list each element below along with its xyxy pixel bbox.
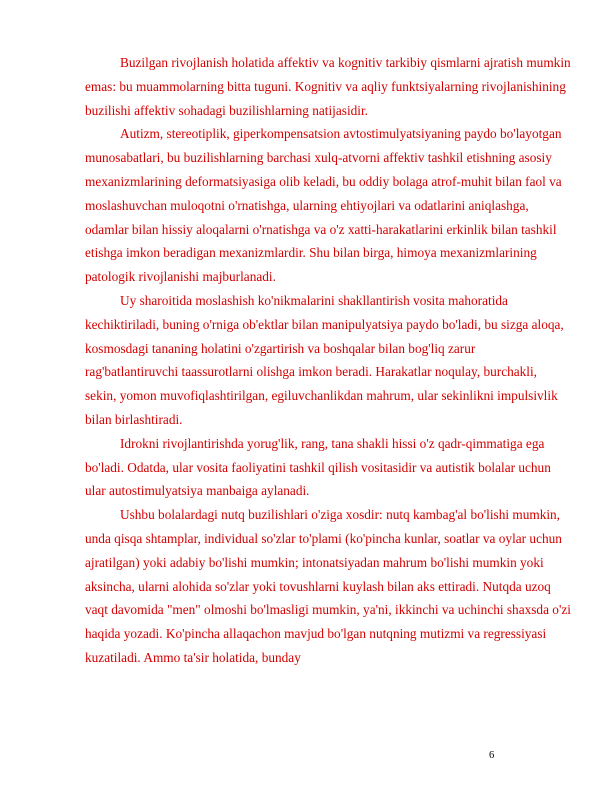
document-body [85, 51, 571, 670]
paragraph-4: Idrokni rivojlantirishda yorug'lik, rang, tana shakli hissi o'z qadr-qimmatiga ega bo'ladi. Odatda, ular vosita faoliyatini tashkil qilish vositasidir va autistik bolalar uchun ular autostimulyatsiya manbaiga aylanadi. [85, 435, 551, 499]
paragraph-5: Ushbu bolalardagi nutq buzilishlari o'ziga xosdir: nutq kambag'al bo'lishi mumkin, unda qisqa shtamplar, individual so'zlar to'plami (ko'pincha kunlar, soatlar va oylar uchun ajratilgan) yoki adabiy bo'lishi mumkin; intonatsiyadan mahrum bo'lishi mumkin yoki aksincha, ularni alohida so'zlar yoki tovushlarni kuylash bilan aks ettiradi. Nutqda uzoq vaqt davomida "men" olmoshi bo'lmasligi mumkin, ya'ni, ikkinchi va uchinchi shaxsda o'zi haqida yozadi. Ko'pincha allaqachon mavjud bo'lgan nutqning mutizmi va regressiyasi kuzatiladi. Ammo ta'sir holatida, bunday [85, 507, 571, 665]
paragraph-1: Buzilgan rivojlanish holatida affektiv va kognitiv tarkibiy qismlarni ajratish mumkin emas: bu muammolarning bitta tuguni. Kognitiv va aqliy funktsiyalarning rivojlanishining buzilishi affektiv sohadagi buzilishlarning natijasidir. [85, 55, 571, 118]
paragraph-2: Autizm, stereotiplik, giperkompensatsion avtostimulyatsiyaning paydo bo'layotgan munosabatlari, bu buzilishlarning barchasi xulq-atvorni affektiv tashkil etishning asosiy mexanizmlarining deformatsiyasiga olib keladi, bu oddiy bolaga atrof-muhit bilan faol va moslashuvchan muloqotni o'rnatishga, ularning ehtiyojlari va odatlarini aniqlashga, odamlar bilan hissiy aloqalarni o'rnatishga va o'z xatti-harakatlarini erkinlik bilan tashkil etishga imkon beradigan mexanizmlardir. Shu bilan birga, himoya mexanizmlarining patologik rivojlanishi majburlanadi. [85, 126, 562, 285]
page-number: 6 [489, 750, 495, 761]
paragraph-3: Uy sharoitida moslashish ko'nikmalarini shakllantirish vosita mahoratida kechiktiriladi, buning o'rniga ob'ektlar bilan manipulyatsiya paydo bo'ladi, bu sizga aloqa, kosmosdagi tananing holatini o'zgartirish va boshqalar bilan bog'liq zarur rag'batlantiruvchi taassurotlarni olishga imkon beradi. Harakatlar noqulay, burchakli, sekin, yomon muvofiqlashtirilgan, egiluvchanlikdan mahrum, ular sekinlikni impulsivlik bilan birlashtiradi. [85, 292, 564, 427]
